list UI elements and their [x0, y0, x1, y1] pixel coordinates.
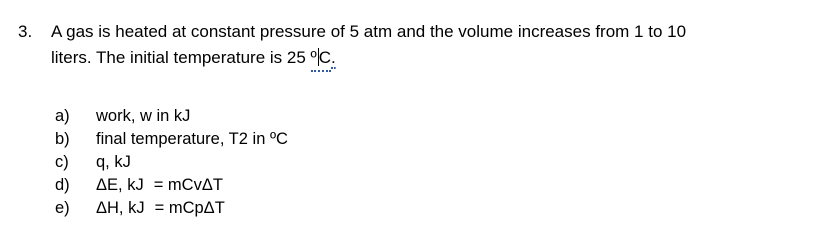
part-text [96, 151, 131, 174]
part-letter: a) [55, 107, 70, 125]
degree-unit-part-2: C [318, 48, 332, 67]
part-formula: = mCvΔT [153, 176, 223, 194]
part-letter: c) [55, 153, 69, 171]
part-label: ΔE, kJ [96, 176, 144, 194]
question-line-2-text: liters. The initial temperature is 25 [51, 48, 311, 67]
part-label: q, kJ [96, 153, 131, 171]
part-label: work, w in kJ [96, 107, 191, 125]
question-line-2-period: . [331, 48, 336, 67]
part-letter: b) [55, 130, 70, 148]
question-number: 3. [18, 22, 33, 41]
part-formula: = mCpΔT [154, 199, 225, 217]
part-text [96, 197, 225, 220]
part-label: final temperature, T2 in ºC [96, 130, 288, 148]
degree-unit-part-1: º [310, 48, 317, 67]
temperature-unit[interactable] [311, 46, 332, 72]
part-label: ΔH, kJ [96, 199, 145, 217]
question-line-1: A gas is heated at constant pressure of 5 atm and the volume increases from 1 to 10 [51, 22, 687, 41]
part-text [96, 128, 288, 151]
part-letter: e) [55, 199, 70, 217]
question-line-2 [51, 46, 336, 72]
part-text [96, 174, 223, 197]
part-text [96, 105, 190, 128]
part-letter: d) [55, 176, 70, 194]
